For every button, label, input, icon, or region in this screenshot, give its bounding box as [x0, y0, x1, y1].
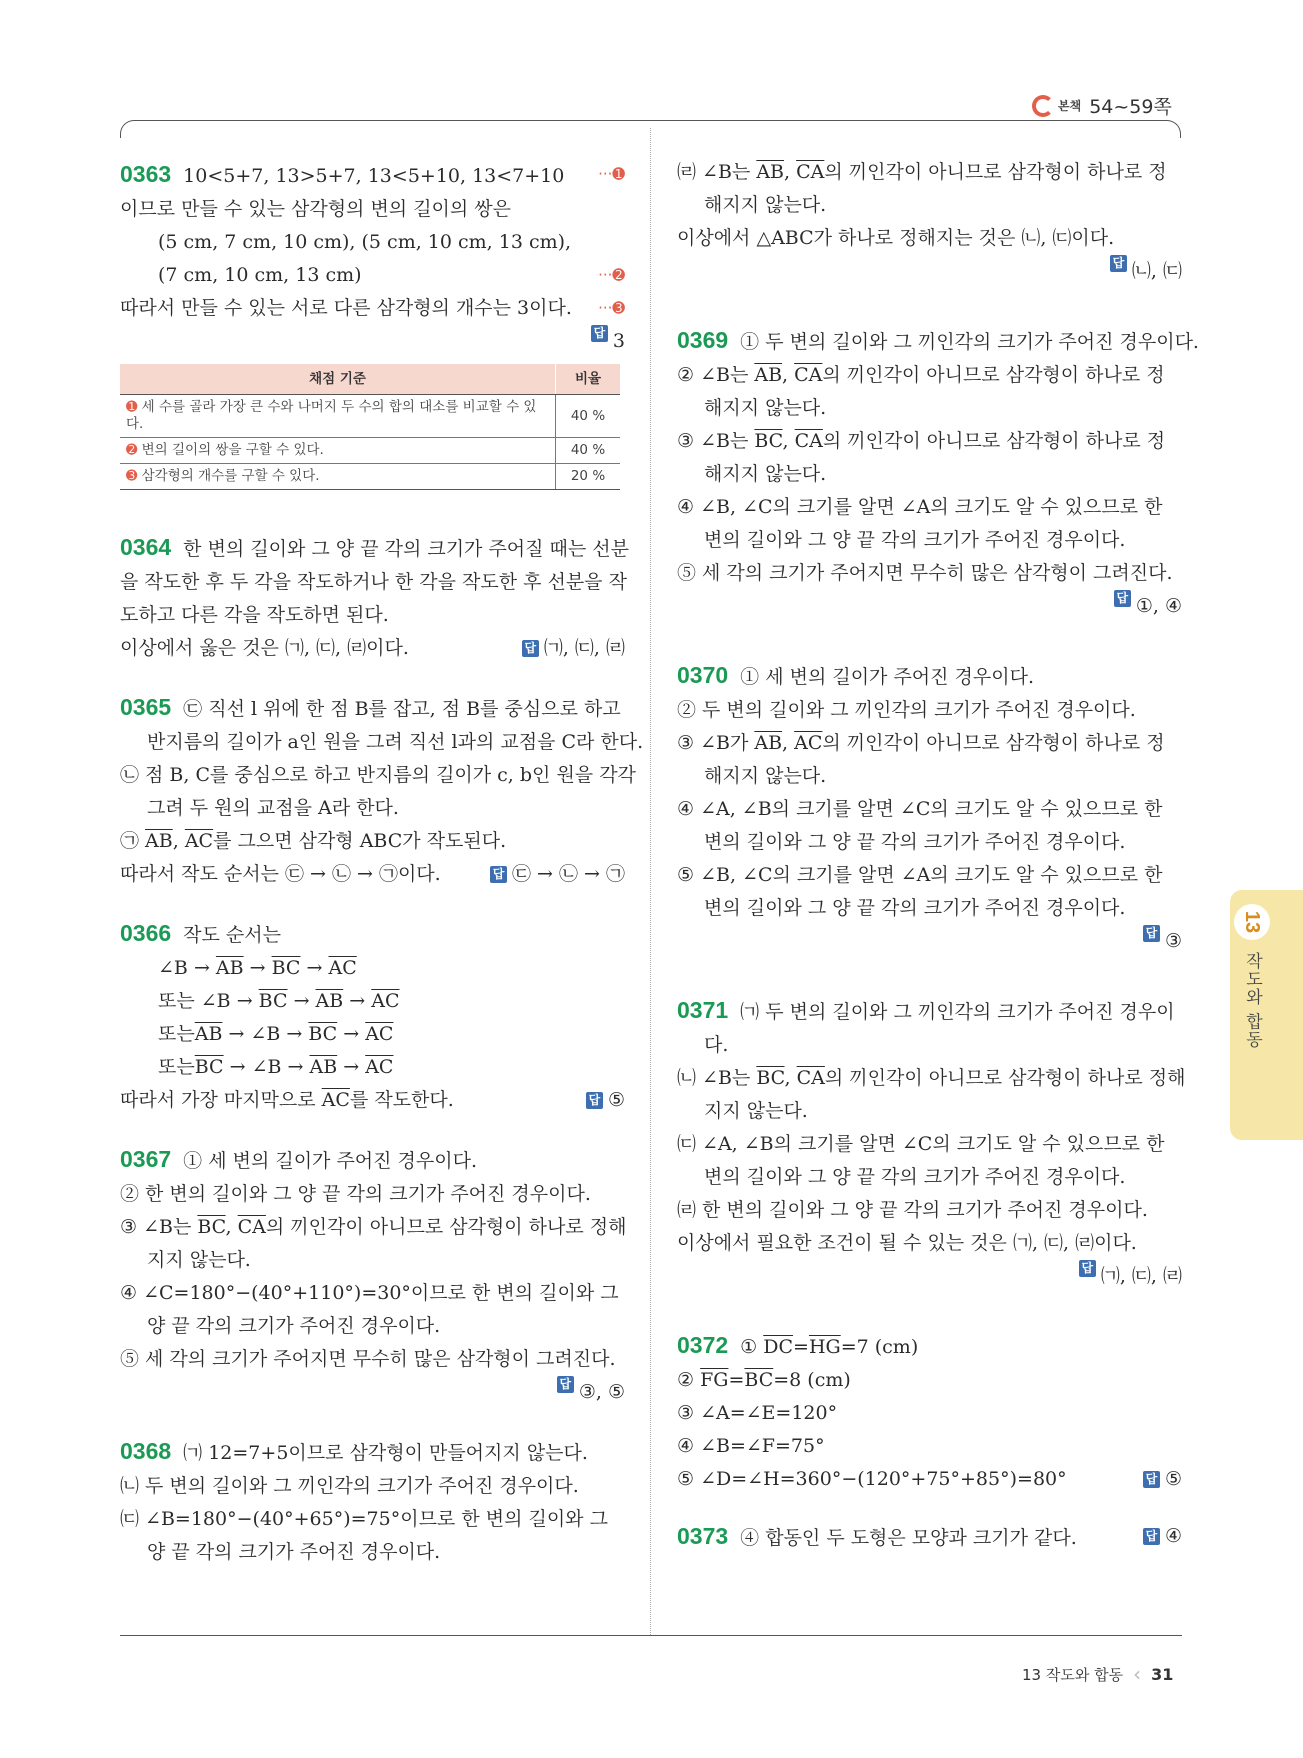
arrow: → [287, 1056, 304, 1078]
segment: $\overline{AC}$ [371, 990, 400, 1012]
problem-0366 [120, 917, 625, 1117]
also: 또는 [158, 1056, 195, 1078]
line: 변의 길이와 그 양 끝 각의 크기가 주어진 경우이다. [704, 529, 1126, 551]
line: ㈀ 12=7+5이므로 삼각형이 만들어지지 않는다. [183, 1442, 588, 1464]
line: ㈀ 두 변의 길이와 그 끼인각의 크기가 주어진 경우이 [740, 1001, 1175, 1023]
line: 한 변의 길이와 그 양 끝 각의 크기가 주어질 때는 선분 [183, 538, 630, 560]
criterion-text: 세 수를 골라 가장 큰 수와 나머지 두 수의 합의 대소를 비교할 수 있다. [126, 399, 537, 432]
seq-item: ∠B [158, 957, 188, 979]
segment: $\overline{AC}$ [365, 1056, 394, 1078]
answer: ③ [1164, 930, 1182, 952]
segment: $\overline{CA}$ [237, 1216, 266, 1238]
chapter-tab[interactable] [1230, 890, 1303, 1140]
answer: ㈀, ㈂, ㈃ [1100, 1265, 1182, 1287]
line: 따라서 만들 수 있는 서로 다른 삼각형의 개수는 3이다. [120, 297, 572, 319]
line: ⑤ ∠D=∠H=360°−(120°+75°+85°)=80° [677, 1468, 1067, 1490]
line-part: = [728, 1369, 745, 1391]
problem-number: 0373 [677, 1523, 729, 1549]
answer: 3 [612, 330, 625, 352]
segment: $\overline{BC}$ [744, 1369, 774, 1391]
line-part: ③ ∠B가 [677, 732, 755, 754]
arrow: → [349, 990, 366, 1012]
textbook-pages: 54~59쪽 [1089, 96, 1172, 118]
segment: $\overline{BC}$ [754, 430, 783, 452]
arrow: → [228, 1023, 245, 1045]
problem-number: 0372 [677, 1332, 729, 1358]
segment: $\overline{BC}$ [271, 957, 301, 979]
problem-0372 [677, 1329, 1182, 1496]
answer-badge: 답 [1143, 1528, 1160, 1545]
answer: ㉢ → ㉡ → ㉠ [512, 863, 625, 885]
segment: $\overline{FG}$ [700, 1369, 729, 1391]
problem-0368 [120, 1435, 625, 1569]
line-part: ③ ∠B는 [677, 430, 755, 452]
line-part: ② [677, 1369, 701, 1391]
footer-chapter: 13 작도와 합동 [1022, 1665, 1124, 1684]
segment: $\overline{AB}$ [754, 732, 783, 754]
seq-item: ∠B [251, 1056, 282, 1078]
line: 해지지 않는다. [704, 397, 827, 419]
problem-0373 [677, 1520, 1182, 1555]
line: 이므로 만들 수 있는 삼각형의 변의 길이의 쌍은 [120, 198, 512, 220]
answer-badge: 답 [1110, 255, 1127, 272]
line: ㈂ ∠A, ∠B의 크기를 알면 ∠C의 크기도 알 수 있으므로 한 [677, 1133, 1165, 1155]
criterion-text: 변의 길이의 쌍을 구할 수 있다. [141, 442, 324, 458]
line: ㉡ 점 B, C를 중심으로 하고 반지름의 길이가 c, b인 원을 각각 [120, 764, 636, 786]
answer: ③, ⑤ [578, 1381, 625, 1403]
seq-item: ∠B [250, 1023, 281, 1045]
line-part: 따라서 가장 마지막으로 [120, 1089, 322, 1111]
line-part: , [172, 830, 185, 852]
problem-0371 [677, 994, 1186, 1293]
line: ㈁ 두 변의 길이와 그 끼인각의 크기가 주어진 경우이다. [120, 1475, 579, 1497]
segment: $\overline{HG}$ [808, 1336, 841, 1358]
line: ④ ∠B, ∠C의 크기를 알면 ∠A의 크기도 알 수 있으므로 한 [677, 496, 1163, 518]
page-footer [1022, 1662, 1173, 1686]
problem-number: 0365 [120, 694, 172, 720]
arrow: → [306, 957, 323, 979]
answer-badge: 답 [522, 640, 539, 657]
segment: $\overline{AC}$ [321, 1089, 350, 1111]
right-column [677, 156, 1199, 1555]
line-part: ㈁ ∠B는 [677, 1067, 757, 1089]
line-part: 의 끼인각이 아니므로 삼각형이 하나로 정 [824, 161, 1167, 183]
line: ⑤ 세 각의 크기가 주어지면 무수히 많은 삼각형이 그려진다. [677, 562, 1173, 584]
line: ④ 합동인 두 도형은 모양과 크기가 같다. [740, 1527, 1077, 1549]
line-part: 를 그으면 삼각형 ABC가 작도된다. [213, 830, 507, 852]
line-part: , [782, 732, 795, 754]
problem-number: 0364 [120, 534, 172, 560]
bottom-rule [120, 1635, 1182, 1636]
segment: $\overline{AB}$ [315, 990, 344, 1012]
arrow: → [343, 1023, 360, 1045]
line: 해지지 않는다. [704, 463, 827, 485]
column-divider [650, 128, 651, 1635]
line-part: =8 (cm) [773, 1369, 851, 1391]
segment: $\overline{AB}$ [309, 1056, 338, 1078]
left-column [120, 158, 644, 1569]
answer-badge: 답 [591, 325, 608, 342]
answer-badge: 답 [586, 1092, 603, 1109]
arrow: → [249, 957, 266, 979]
line: 따라서 작도 순서는 ㉢ → ㉡ → ㉠이다. [120, 863, 441, 885]
line-part: 의 끼인각이 아니므로 삼각형이 하나로 정 [822, 732, 1165, 754]
line-part: =7 (cm) [840, 1336, 919, 1358]
line-part: ② ∠B는 [677, 364, 755, 386]
segment: $\overline{DC}$ [763, 1336, 794, 1358]
line: ① 세 변의 길이가 주어진 경우이다. [183, 1150, 478, 1172]
segment: $\overline{BC}$ [258, 990, 288, 1012]
segment: $\overline{AB}$ [754, 364, 783, 386]
line-part: 를 작도한다. [349, 1089, 454, 1111]
also: 또는 [158, 990, 195, 1012]
segment: $\overline{BC}$ [197, 1216, 226, 1238]
table-row [120, 464, 620, 490]
line-part: , [784, 1067, 797, 1089]
line-part: 의 끼인각이 아니므로 삼각형이 하나로 정해 [265, 1216, 627, 1238]
line: ⑤ 세 각의 크기가 주어지면 무수히 많은 삼각형이 그려진다. [120, 1348, 616, 1370]
segment: $\overline{CA}$ [796, 161, 825, 183]
line-part: , [782, 430, 795, 452]
criterion-number: ➊ [126, 399, 138, 415]
table-row [120, 438, 620, 464]
segment: $\overline{BC}$ [194, 1056, 224, 1078]
answer: ⑤ [607, 1089, 625, 1111]
line-part: ㈃ ∠B는 [677, 161, 757, 183]
table-header-ratio: 비율 [556, 364, 621, 395]
line: 해지지 않는다. [704, 765, 827, 787]
segment: $\overline{AB}$ [756, 161, 785, 183]
frame-right [650, 120, 1181, 138]
problem-number: 0366 [120, 920, 172, 946]
segment: $\overline{BC}$ [308, 1023, 338, 1045]
problem-number: 0371 [677, 997, 729, 1023]
answer: ④ [1164, 1525, 1182, 1547]
line: 양 끝 각의 크기가 주어진 경우이다. [147, 1541, 441, 1563]
problem-number: 0370 [677, 662, 729, 688]
line: 이상에서 필요한 조건이 될 수 있는 것은 ㈀, ㈂, ㈃이다. [677, 1232, 1137, 1254]
line: ④ ∠A, ∠B의 크기를 알면 ∠C의 크기도 알 수 있으므로 한 [677, 798, 1163, 820]
segment: $\overline{AC}$ [794, 732, 823, 754]
arrow: → [193, 957, 210, 979]
answer: ㈁, ㈂ [1131, 260, 1182, 282]
line: 도하고 다른 각을 작도하면 된다. [120, 604, 389, 626]
line-part: 의 끼인각이 아니므로 삼각형이 하나로 정 [822, 430, 1166, 452]
line-part: ③ ∠B는 [120, 1216, 198, 1238]
segment: $\overline{AC}$ [365, 1023, 394, 1045]
line: ② 두 변의 길이와 그 끼인각의 크기가 주어진 경우이다. [677, 699, 1136, 721]
answer-badge: 답 [1143, 925, 1160, 942]
segment: $\overline{AB}$ [145, 830, 173, 852]
line: ① 세 변의 길이가 주어진 경우이다. [740, 666, 1035, 688]
line-part: 의 끼인각이 아니므로 삼각형이 하나로 정 [822, 364, 1165, 386]
line-part: ① [740, 1336, 764, 1358]
problem-0365 [120, 691, 644, 891]
problem-number: 0367 [120, 1146, 172, 1172]
line-part: , [784, 161, 797, 183]
problem-0368-continued [677, 156, 1182, 288]
segment: $\overline{BC}$ [756, 1067, 785, 1089]
answer: ㈀, ㈂, ㈃ [543, 637, 625, 659]
line: 그려 두 원의 교점을 A라 한다. [147, 797, 399, 819]
problem-0370 [677, 659, 1182, 958]
line-part: 의 끼인각이 아니므로 삼각형이 하나로 정해 [824, 1067, 1186, 1089]
problem-0364 [120, 531, 630, 665]
step-marker: ···➊ [598, 165, 625, 183]
textbook-label: 본책 [1058, 99, 1082, 113]
scoring-table [120, 364, 620, 490]
criterion-number: ➋ [126, 442, 138, 458]
segment: $\overline{CA}$ [794, 430, 823, 452]
problem-number: 0363 [120, 161, 172, 187]
answer-badge: 답 [490, 866, 507, 883]
line: 변의 길이와 그 양 끝 각의 크기가 주어진 경우이다. [704, 831, 1126, 853]
arrow: → [293, 990, 310, 1012]
line: (7 cm, 10 cm, 13 cm) [158, 264, 362, 286]
line: ㈂ ∠B=180°−(40°+65°)=75°이므로 한 변의 길이와 그 [120, 1508, 608, 1530]
segment: $\overline{AC}$ [184, 830, 214, 852]
chapter-number: 13 [1234, 904, 1270, 940]
line: 다. [704, 1034, 729, 1056]
also: 또는 [158, 1023, 195, 1045]
line: 변의 길이와 그 양 끝 각의 크기가 주어진 경우이다. [704, 1166, 1126, 1188]
line: (5 cm, 7 cm, 10 cm), (5 cm, 10 cm, 13 cm), [158, 231, 572, 253]
answer-badge: 답 [1143, 1471, 1160, 1488]
segment: $\overline{CA}$ [794, 364, 823, 386]
line: ② 한 변의 길이와 그 양 끝 각의 크기가 주어진 경우이다. [120, 1183, 591, 1205]
table-header-criteria: 채점 기준 [120, 364, 556, 395]
problem-0369 [677, 324, 1199, 623]
problem-number: 0368 [120, 1438, 172, 1464]
answer-badge: 답 [1114, 590, 1131, 607]
line-part: = [793, 1336, 809, 1358]
criterion-ratio: 40 % [556, 395, 621, 438]
line: 이상에서 △ABC가 하나로 정해지는 것은 ㈁, ㈂이다. [677, 227, 1115, 249]
line: 지지 않는다. [147, 1249, 251, 1271]
answer: ⑤ [1164, 1468, 1182, 1490]
line: ⑤ ∠B, ∠C의 크기를 알면 ∠A의 크기도 알 수 있으므로 한 [677, 864, 1163, 886]
arrow: → [343, 1056, 360, 1078]
line: 반지름의 길이가 a인 원을 그려 직선 l과의 교점을 C라 한다. [147, 731, 644, 753]
criterion-number: ➌ [126, 468, 138, 484]
line-part: ㉠ [120, 830, 146, 852]
line: 10<5+7, 13>5+7, 13<5+10, 13<7+10 [183, 165, 565, 187]
segment: $\overline{CA}$ [796, 1067, 825, 1089]
line: 지지 않는다. [704, 1100, 808, 1122]
line: ④ ∠C=180°−(40°+110°)=30°이므로 한 변의 길이와 그 [120, 1282, 619, 1304]
criterion-text: 삼각형의 개수를 구할 수 있다. [141, 468, 320, 484]
line-part: , [782, 364, 795, 386]
line: 해지지 않는다. [704, 194, 827, 216]
step-marker: ···➋ [598, 266, 625, 284]
problem-0367 [120, 1143, 625, 1409]
line: ④ ∠B=∠F=75° [677, 1435, 825, 1457]
problem-0363 [120, 158, 625, 358]
line: ③ ∠A=∠E=120° [677, 1402, 838, 1424]
page-number: 31 [1151, 1664, 1174, 1684]
table-row [120, 395, 620, 438]
chevron-left-icon: ‹ [1133, 1662, 1142, 1686]
arrow: → [229, 1056, 246, 1078]
segment: $\overline{AC}$ [328, 957, 357, 979]
line: ① 두 변의 길이와 그 끼인각의 크기가 주어진 경우이다. [740, 331, 1199, 353]
criterion-ratio: 40 % [556, 438, 621, 464]
problem-number: 0369 [677, 327, 729, 353]
line: 변의 길이와 그 양 끝 각의 크기가 주어진 경우이다. [704, 897, 1126, 919]
answer-badge: 답 [557, 1376, 574, 1393]
answer-badge: 답 [1079, 1260, 1096, 1277]
arrow: → [286, 1023, 303, 1045]
answer: ①, ④ [1135, 595, 1182, 617]
chapter-title: 작도와 합동 [1242, 952, 1262, 1049]
line: ㈃ 한 변의 길이와 그 양 끝 각의 크기가 주어진 경우이다. [677, 1199, 1148, 1221]
line: 을 작도한 후 두 각을 작도하거나 한 각을 작도한 후 선분을 작 [120, 571, 627, 593]
step-marker: ···➌ [598, 299, 625, 317]
line-part: , [225, 1216, 238, 1238]
segment: $\overline{AB}$ [194, 1023, 223, 1045]
arrow: → [236, 990, 253, 1012]
page-reference [1032, 92, 1172, 119]
line: ㉢ 직선 l 위에 한 점 B를 잡고, 점 B를 중심으로 하고 [183, 698, 621, 720]
line: 양 끝 각의 크기가 주어진 경우이다. [147, 1315, 441, 1337]
segment: $\overline{AB}$ [215, 957, 244, 979]
line: 이상에서 옳은 것은 ㈀, ㈂, ㈃이다. [120, 637, 409, 659]
criterion-ratio: 20 % [556, 464, 621, 490]
frame-left [120, 120, 650, 138]
return-arrow-icon [1032, 95, 1054, 117]
seq-item: ∠B [200, 990, 231, 1012]
line: 작도 순서는 [183, 924, 281, 946]
